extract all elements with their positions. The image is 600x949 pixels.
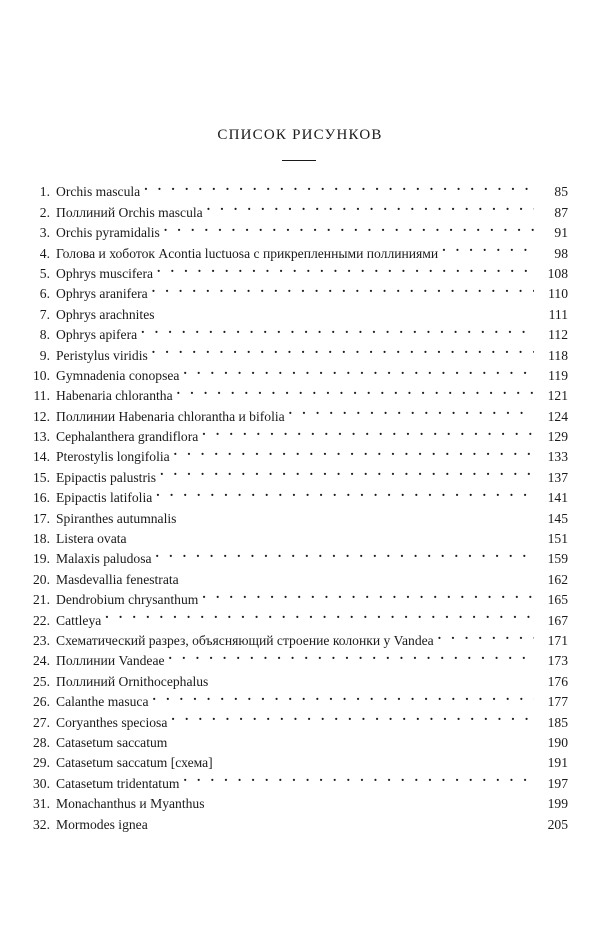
page-number: 191 bbox=[534, 753, 568, 773]
dot-leader bbox=[208, 788, 534, 808]
figure-number: 30. bbox=[33, 775, 50, 791]
figure-caption: Listera ovata bbox=[56, 529, 131, 549]
figure-number: 1. bbox=[39, 184, 50, 200]
page-number: 162 bbox=[534, 570, 568, 590]
page-number: 133 bbox=[534, 447, 568, 467]
figure-number: 10. bbox=[33, 367, 50, 383]
dot-leader bbox=[131, 523, 534, 543]
figure-number: 5. bbox=[39, 265, 50, 281]
dot-leader bbox=[164, 217, 534, 237]
page-number: 205 bbox=[534, 815, 568, 835]
dot-leader bbox=[156, 482, 534, 502]
figure-caption: Epipactis palustris bbox=[56, 468, 160, 488]
figure-number: 29. bbox=[33, 755, 50, 771]
figure-number: 19. bbox=[33, 551, 50, 567]
figure-number: 16. bbox=[33, 490, 50, 506]
dot-leader bbox=[442, 237, 534, 257]
figure-caption: Ophrys muscifera bbox=[56, 264, 157, 284]
figure-number: 24. bbox=[33, 653, 50, 669]
dot-leader bbox=[212, 665, 534, 685]
figure-caption: Схематический разрез, объясняющий строение колонки у Vandea bbox=[56, 631, 438, 651]
page-number: 121 bbox=[534, 386, 568, 406]
figure-caption: Orchis mascula bbox=[56, 182, 144, 202]
dot-leader bbox=[180, 502, 534, 522]
page-number: 85 bbox=[534, 182, 568, 202]
dot-leader bbox=[183, 563, 534, 583]
figure-number: 32. bbox=[33, 816, 50, 832]
page-number: 87 bbox=[534, 203, 568, 223]
page-number: 137 bbox=[534, 468, 568, 488]
figure-caption: Catasetum saccatum bbox=[56, 733, 171, 753]
page-number: 173 bbox=[534, 651, 568, 671]
figure-caption: Orchis pyramidalis bbox=[56, 223, 164, 243]
figure-caption: Ophrys apifera bbox=[56, 325, 141, 345]
figure-number: 8. bbox=[39, 327, 50, 343]
page-number: 165 bbox=[534, 590, 568, 610]
figure-caption: Поллиний Orchis mascula bbox=[56, 203, 207, 223]
figure-caption: Spiranthes autumnalis bbox=[56, 509, 180, 529]
figure-caption: Поллиний Ornithocephalus bbox=[56, 672, 212, 692]
figure-caption: Поллинии Habenaria chlorantha и bifolia bbox=[56, 407, 289, 427]
page-number: 108 bbox=[534, 264, 568, 284]
page-number: 167 bbox=[534, 611, 568, 631]
dot-leader bbox=[159, 298, 534, 318]
figure-caption: Поллинии Vandeae bbox=[56, 651, 169, 671]
figure-number: 13. bbox=[33, 429, 50, 445]
page-number: 197 bbox=[534, 774, 568, 794]
dot-leader bbox=[183, 767, 534, 787]
figure-number: 18. bbox=[33, 531, 50, 547]
page-number: 199 bbox=[534, 794, 568, 814]
figure-list bbox=[24, 176, 568, 832]
page-number: 141 bbox=[534, 488, 568, 508]
page-number: 177 bbox=[534, 692, 568, 712]
figure-caption: Mormodes ignea bbox=[56, 815, 152, 835]
figure-caption: Ophrys aranifera bbox=[56, 284, 152, 304]
dot-leader bbox=[217, 747, 534, 767]
figure-caption: Голова и хоботок Acontia luctuosa с прикрепленными поллиниями bbox=[56, 244, 442, 264]
page-number: 185 bbox=[534, 713, 568, 733]
figure-caption: Catasetum saccatum [схема] bbox=[56, 753, 217, 773]
figure-list-item bbox=[24, 176, 568, 200]
figure-number: 17. bbox=[33, 510, 50, 526]
figure-caption: Peristylus viridis bbox=[56, 346, 152, 366]
figure-caption: Cattleya bbox=[56, 611, 105, 631]
figure-caption: Malaxis paludosa bbox=[56, 549, 156, 569]
page-number: 118 bbox=[534, 346, 568, 366]
page-number: 129 bbox=[534, 427, 568, 447]
figure-caption: Calanthe masuca bbox=[56, 692, 152, 712]
dot-leader bbox=[202, 584, 534, 604]
figure-number: 9. bbox=[39, 347, 50, 363]
title-divider bbox=[282, 160, 316, 161]
figure-caption: Ophrys arachnites bbox=[56, 305, 159, 325]
figure-caption: Dendrobium chrysanthum bbox=[56, 590, 202, 610]
figure-number: 12. bbox=[33, 408, 50, 424]
figure-caption: Habenaria chlorantha bbox=[56, 386, 177, 406]
figure-number: 31. bbox=[33, 796, 50, 812]
figure-number: 11. bbox=[33, 388, 50, 404]
page-number: 151 bbox=[534, 529, 568, 549]
dot-leader bbox=[289, 400, 534, 420]
page-number: 112 bbox=[534, 325, 568, 345]
dot-leader bbox=[438, 625, 534, 645]
figure-caption: Gymnadenia conopsea bbox=[56, 366, 183, 386]
dot-leader bbox=[144, 176, 534, 196]
dot-leader bbox=[152, 339, 534, 359]
figure-number: 2. bbox=[39, 204, 50, 220]
dot-leader bbox=[207, 196, 534, 216]
page-number: 119 bbox=[534, 366, 568, 386]
page-number: 124 bbox=[534, 407, 568, 427]
figure-number: 27. bbox=[33, 714, 50, 730]
page-number: 91 bbox=[534, 223, 568, 243]
dot-leader bbox=[152, 808, 534, 828]
figure-number: 28. bbox=[33, 734, 50, 750]
page-number: 98 bbox=[534, 244, 568, 264]
figure-number: 26. bbox=[33, 694, 50, 710]
figure-caption: Pterostylis longifolia bbox=[56, 447, 174, 467]
figure-caption: Catasetum tridentatum bbox=[56, 774, 183, 794]
page-number: 145 bbox=[534, 509, 568, 529]
page-number: 110 bbox=[534, 284, 568, 304]
figure-number: 22. bbox=[33, 612, 50, 628]
page-number: 111 bbox=[534, 305, 568, 325]
dot-leader bbox=[183, 360, 534, 380]
page-number: 190 bbox=[534, 733, 568, 753]
dot-leader bbox=[152, 278, 534, 298]
figure-caption: Masdevallia fenestrata bbox=[56, 570, 183, 590]
figure-number: 14. bbox=[33, 449, 50, 465]
page-number: 159 bbox=[534, 549, 568, 569]
page-title: СПИСОК РИСУНКОВ bbox=[217, 127, 383, 143]
page-number: 171 bbox=[534, 631, 568, 651]
figure-number: 23. bbox=[33, 632, 50, 648]
dot-leader bbox=[171, 727, 534, 747]
figure-number: 20. bbox=[33, 571, 50, 587]
dot-leader bbox=[174, 441, 534, 461]
figure-number: 6. bbox=[39, 286, 50, 302]
figure-number: 7. bbox=[39, 306, 50, 322]
dot-leader bbox=[156, 543, 534, 563]
page-number: 176 bbox=[534, 672, 568, 692]
dot-leader bbox=[177, 380, 534, 400]
figure-number: 21. bbox=[33, 592, 50, 608]
dot-leader bbox=[160, 461, 534, 481]
figure-number: 25. bbox=[33, 673, 50, 689]
figure-list-item bbox=[24, 625, 568, 648]
figure-caption: Cephalanthera grandiflora bbox=[56, 427, 202, 447]
dot-leader bbox=[171, 706, 534, 726]
figure-number: 15. bbox=[33, 469, 50, 485]
figure-caption: Coryanthes speciosa bbox=[56, 713, 171, 733]
figure-caption: Epipactis latifolia bbox=[56, 488, 156, 508]
dot-leader bbox=[141, 319, 534, 339]
figure-number: 4. bbox=[39, 245, 50, 261]
figure-caption: Monachanthus и Myanthus bbox=[56, 794, 208, 814]
figure-number: 3. bbox=[39, 225, 50, 241]
